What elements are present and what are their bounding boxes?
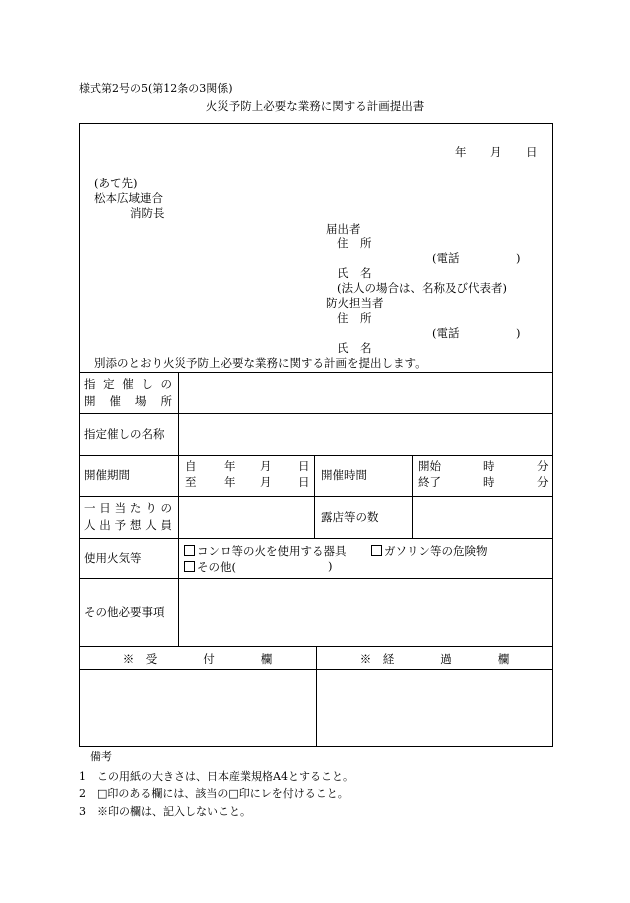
notifier-label: 届出者 <box>326 222 361 236</box>
fire-manager-phone-close: ) <box>516 326 521 340</box>
rule-venue <box>79 413 553 414</box>
period-from-year: 年 <box>224 459 236 473</box>
venue-label-line1: 指 定 催 し の <box>84 377 172 391</box>
venue-label <box>84 376 172 410</box>
fire-option-other-label: その他( <box>197 560 236 574</box>
date-year: 年 <box>455 145 467 159</box>
fire-option-stove-label: コンロ等の火を使用する器具 <box>197 544 347 558</box>
period-from-prefix: 自 <box>185 459 197 473</box>
period-from-day: 日 <box>298 459 310 473</box>
period-to-year: 年 <box>224 475 236 489</box>
fire-label: 使用火気等 <box>84 551 142 565</box>
progress-label: ※ 経 過 欄 <box>359 652 510 666</box>
venue-label-line2: 開 催 場 所 <box>84 394 172 408</box>
period-to-day: 日 <box>298 475 310 489</box>
note-item: 1 この用紙の大きさは、日本産業規格A4とすること。 <box>79 770 354 783</box>
rule-top-section <box>79 372 553 373</box>
fire-manager-phone-label: (電話 <box>432 326 460 340</box>
rule-period <box>79 496 553 497</box>
reception-label: ※ 受 付 欄 <box>122 652 273 666</box>
checkbox-icon[interactable] <box>184 545 195 556</box>
date-month: 月 <box>490 145 502 159</box>
notifier-corp-note: (法人の場合は、名称及び代表者) <box>337 281 507 295</box>
hours-start-label: 開始 <box>418 459 441 473</box>
date-day: 日 <box>526 145 538 159</box>
fire-option-gasoline-label: ガソリン等の危険物 <box>384 544 488 558</box>
rule-fire <box>79 578 553 579</box>
form-id: 様式第2号の5(第12条の3関係) <box>79 82 233 95</box>
hours-label: 開催時間 <box>321 468 367 482</box>
checkbox-icon[interactable] <box>184 561 195 572</box>
rule-mid-column <box>314 455 315 538</box>
addressee-org: 松本広域連合 <box>94 191 163 205</box>
period-to-prefix: 至 <box>185 475 197 489</box>
fire-manager-label: 防火担当者 <box>326 296 384 310</box>
rule-label-column <box>178 372 179 646</box>
notifier-name-label: 氏 名 <box>337 266 372 280</box>
hours-end-label: 終了 <box>418 475 441 489</box>
hours-end-minute: 分 <box>537 475 549 489</box>
period-from-month: 月 <box>260 459 272 473</box>
attendance-label <box>84 500 172 534</box>
period-to-month: 月 <box>260 475 272 489</box>
hours-start-minute: 分 <box>537 459 549 473</box>
form-title: 火災予防上必要な業務に関する計画提出書 <box>205 99 425 113</box>
submission-statement: 別添のとおり火災予防上必要な業務に関する計画を提出します。 <box>94 356 427 370</box>
fire-option-stove[interactable] <box>184 545 347 558</box>
notifier-phone-close: ) <box>516 251 521 265</box>
notifier-address-label: 住 所 <box>337 236 372 250</box>
stalls-label: 露店等の数 <box>321 510 379 524</box>
fire-option-gasoline[interactable] <box>371 545 488 558</box>
event-name-label: 指定催しの名称 <box>84 427 165 441</box>
rule-attendance <box>79 538 553 539</box>
notes-heading: 備考 <box>90 750 112 763</box>
checkbox-icon[interactable] <box>371 545 382 556</box>
period-label: 開催期間 <box>84 468 130 482</box>
rule-right-column <box>412 455 413 538</box>
attendance-label-line2: 人 出 予 想 人 員 <box>84 518 172 532</box>
hours-start-hour: 時 <box>483 459 495 473</box>
fire-option-other[interactable] <box>184 561 236 574</box>
note-item: 2 □印のある欄には、該当の□印にレを付けること。 <box>79 787 349 800</box>
note-item: 3 ※印の欄は、記入しないこと。 <box>79 805 251 818</box>
fire-manager-name-label: 氏 名 <box>337 341 372 355</box>
addressee-prefix: (あて先) <box>94 176 138 190</box>
addressee-title: 消防長 <box>130 206 165 220</box>
rule-event-name <box>79 455 553 456</box>
fire-manager-address-label: 住 所 <box>337 311 372 325</box>
notifier-phone-label: (電話 <box>432 251 460 265</box>
other-label: その他必要事項 <box>84 605 165 619</box>
attendance-label-line1: 一 日 当 た り の <box>84 501 172 515</box>
hours-end-hour: 時 <box>483 475 495 489</box>
fire-option-other-close: ) <box>328 559 333 573</box>
